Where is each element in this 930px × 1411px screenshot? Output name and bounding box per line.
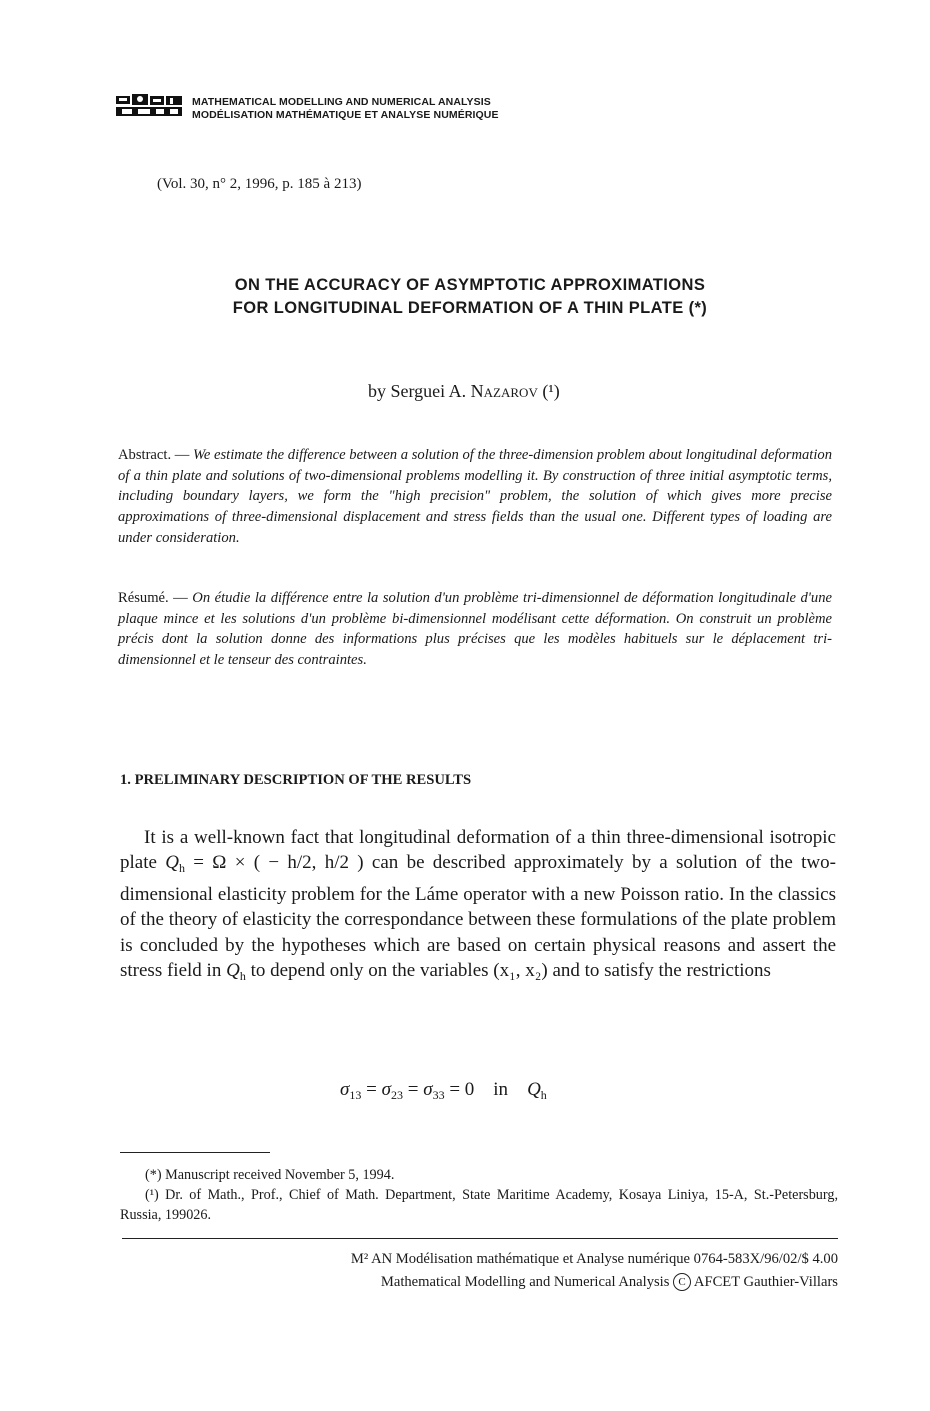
author-surname: Nazarov: [470, 381, 538, 401]
author-byline: [368, 381, 560, 402]
sigma-13-index: 13: [349, 1088, 362, 1102]
copyright-icon: C: [673, 1273, 691, 1291]
imprint-line-1: M² AN Modélisation mathématique et Analyse numérique 0764-583X/96/02/$ 4.00: [350, 1251, 838, 1267]
display-equation: $\sigma_{13} = \sigma_{23} = \sigma_{33} = 0$ in $Q_h$: [340, 1079, 547, 1102]
body-paragraph: [120, 825, 836, 989]
abstract: [118, 445, 832, 549]
equation-domain: Q: [527, 1079, 541, 1100]
journal-name-english: MATHEMATICAL MODELLING AND NUMERICAL ANALYSIS: [192, 96, 491, 108]
imprint-line-2: [381, 1273, 838, 1291]
volume-citation: (Vol. 30, n° 2, 1996, p. 185 à 213): [157, 176, 362, 192]
paragraph-text-4: and to satisfy the restrictions: [547, 960, 771, 982]
imprint-publisher: AFCET Gauthier-Villars: [691, 1274, 838, 1290]
resume: [118, 588, 832, 671]
plate-definition: = Ω × ( − h/2, h/2 ): [184, 852, 372, 874]
journal-name-french: MODÉLISATION MATHÉMATIQUE ET ANALYSE NUMÉRIQUE: [192, 109, 499, 121]
sigma-33-index: 33: [432, 1088, 445, 1102]
plate-symbol-inline-subscript: h: [239, 969, 246, 984]
imprint-journal: Mathematical Modelling and Numerical Analysis: [380, 1274, 674, 1290]
abstract-label: Abstract. —: [118, 447, 194, 463]
author-footnote-marker: (¹): [542, 381, 560, 401]
paragraph-text-3: to depend only on the variables: [245, 960, 494, 982]
plate-symbol-inline: Q: [226, 960, 240, 982]
plate-symbol-subscript: h: [178, 861, 185, 876]
footnote-divider: [120, 1152, 270, 1153]
sigma-23-index: 23: [390, 1088, 403, 1102]
paragraph-text-2: can be described approximately by a solution of the two-dimensional elasticity problem for the Láme operator with a new Poisson ratio. In the classics of the theory of elasticity the correspondance between these formulations of the plate problem is concluded by the hypotheses which are based on certain physical reasons and assert the stress field in: [120, 852, 836, 982]
resume-text: On étudie la différence entre la solution d'un problème tri-dimensionnel de déformation longitudinale d'une plaque mince et les solutions d'un problème bi-dimensionnel modélisant cette déformation. On construit un problème précis dont la solution donne des informations plus précises que les modèles habituels sur le déplacement tri-dimensionnel et le tenseur des contraintes.: [118, 590, 832, 669]
title-line-1: ON THE ACCURACY OF ASYMPTOTIC APPROXIMATIONS: [234, 276, 706, 294]
plate-symbol: Q: [165, 852, 179, 874]
imprint-divider: [122, 1238, 838, 1239]
byline-prefix: by Serguei A.: [368, 381, 467, 401]
equation-domain-subscript: h: [540, 1088, 547, 1102]
footnote-author: (¹) Dr. of Math., Prof., Chief of Math. Department, State Maritime Academy, Kosaya Liniya, 15-A, St.-Petersburg, Russia, 199026.: [120, 1187, 838, 1223]
section-heading: 1. PRELIMINARY DESCRIPTION OF THE RESULTS: [120, 772, 472, 788]
journal-logo-icon: [116, 94, 182, 118]
equation-in: in: [493, 1079, 509, 1100]
paper-title: [120, 274, 820, 320]
paragraph-text-1: It is a well-known fact that longitudinal deformation of a thin three-dimensional isotropic plate: [120, 827, 836, 874]
title-line-2: FOR LONGITUDINAL DEFORMATION OF A THIN PLATE (*): [232, 299, 708, 317]
footnote-manuscript: (*) Manuscript received November 5, 1994.: [145, 1167, 395, 1183]
variables: (x₁, x₂): [493, 960, 548, 982]
resume-label: Résumé. —: [118, 590, 193, 606]
abstract-text: We estimate the difference between a solution of the three-dimension problem about longitudinal deformation of a thin plate and solutions of two-dimensional problems modelling it. By construction of three initial asymptotic terms, including boundary layers, we form the "high precision" problem, the solution of which gives more precise approximations of three-dimensional displacement and stress fields than the usual one. Different types of loading are under consideration.: [118, 447, 832, 546]
equation-rhs: = 0: [444, 1079, 475, 1100]
